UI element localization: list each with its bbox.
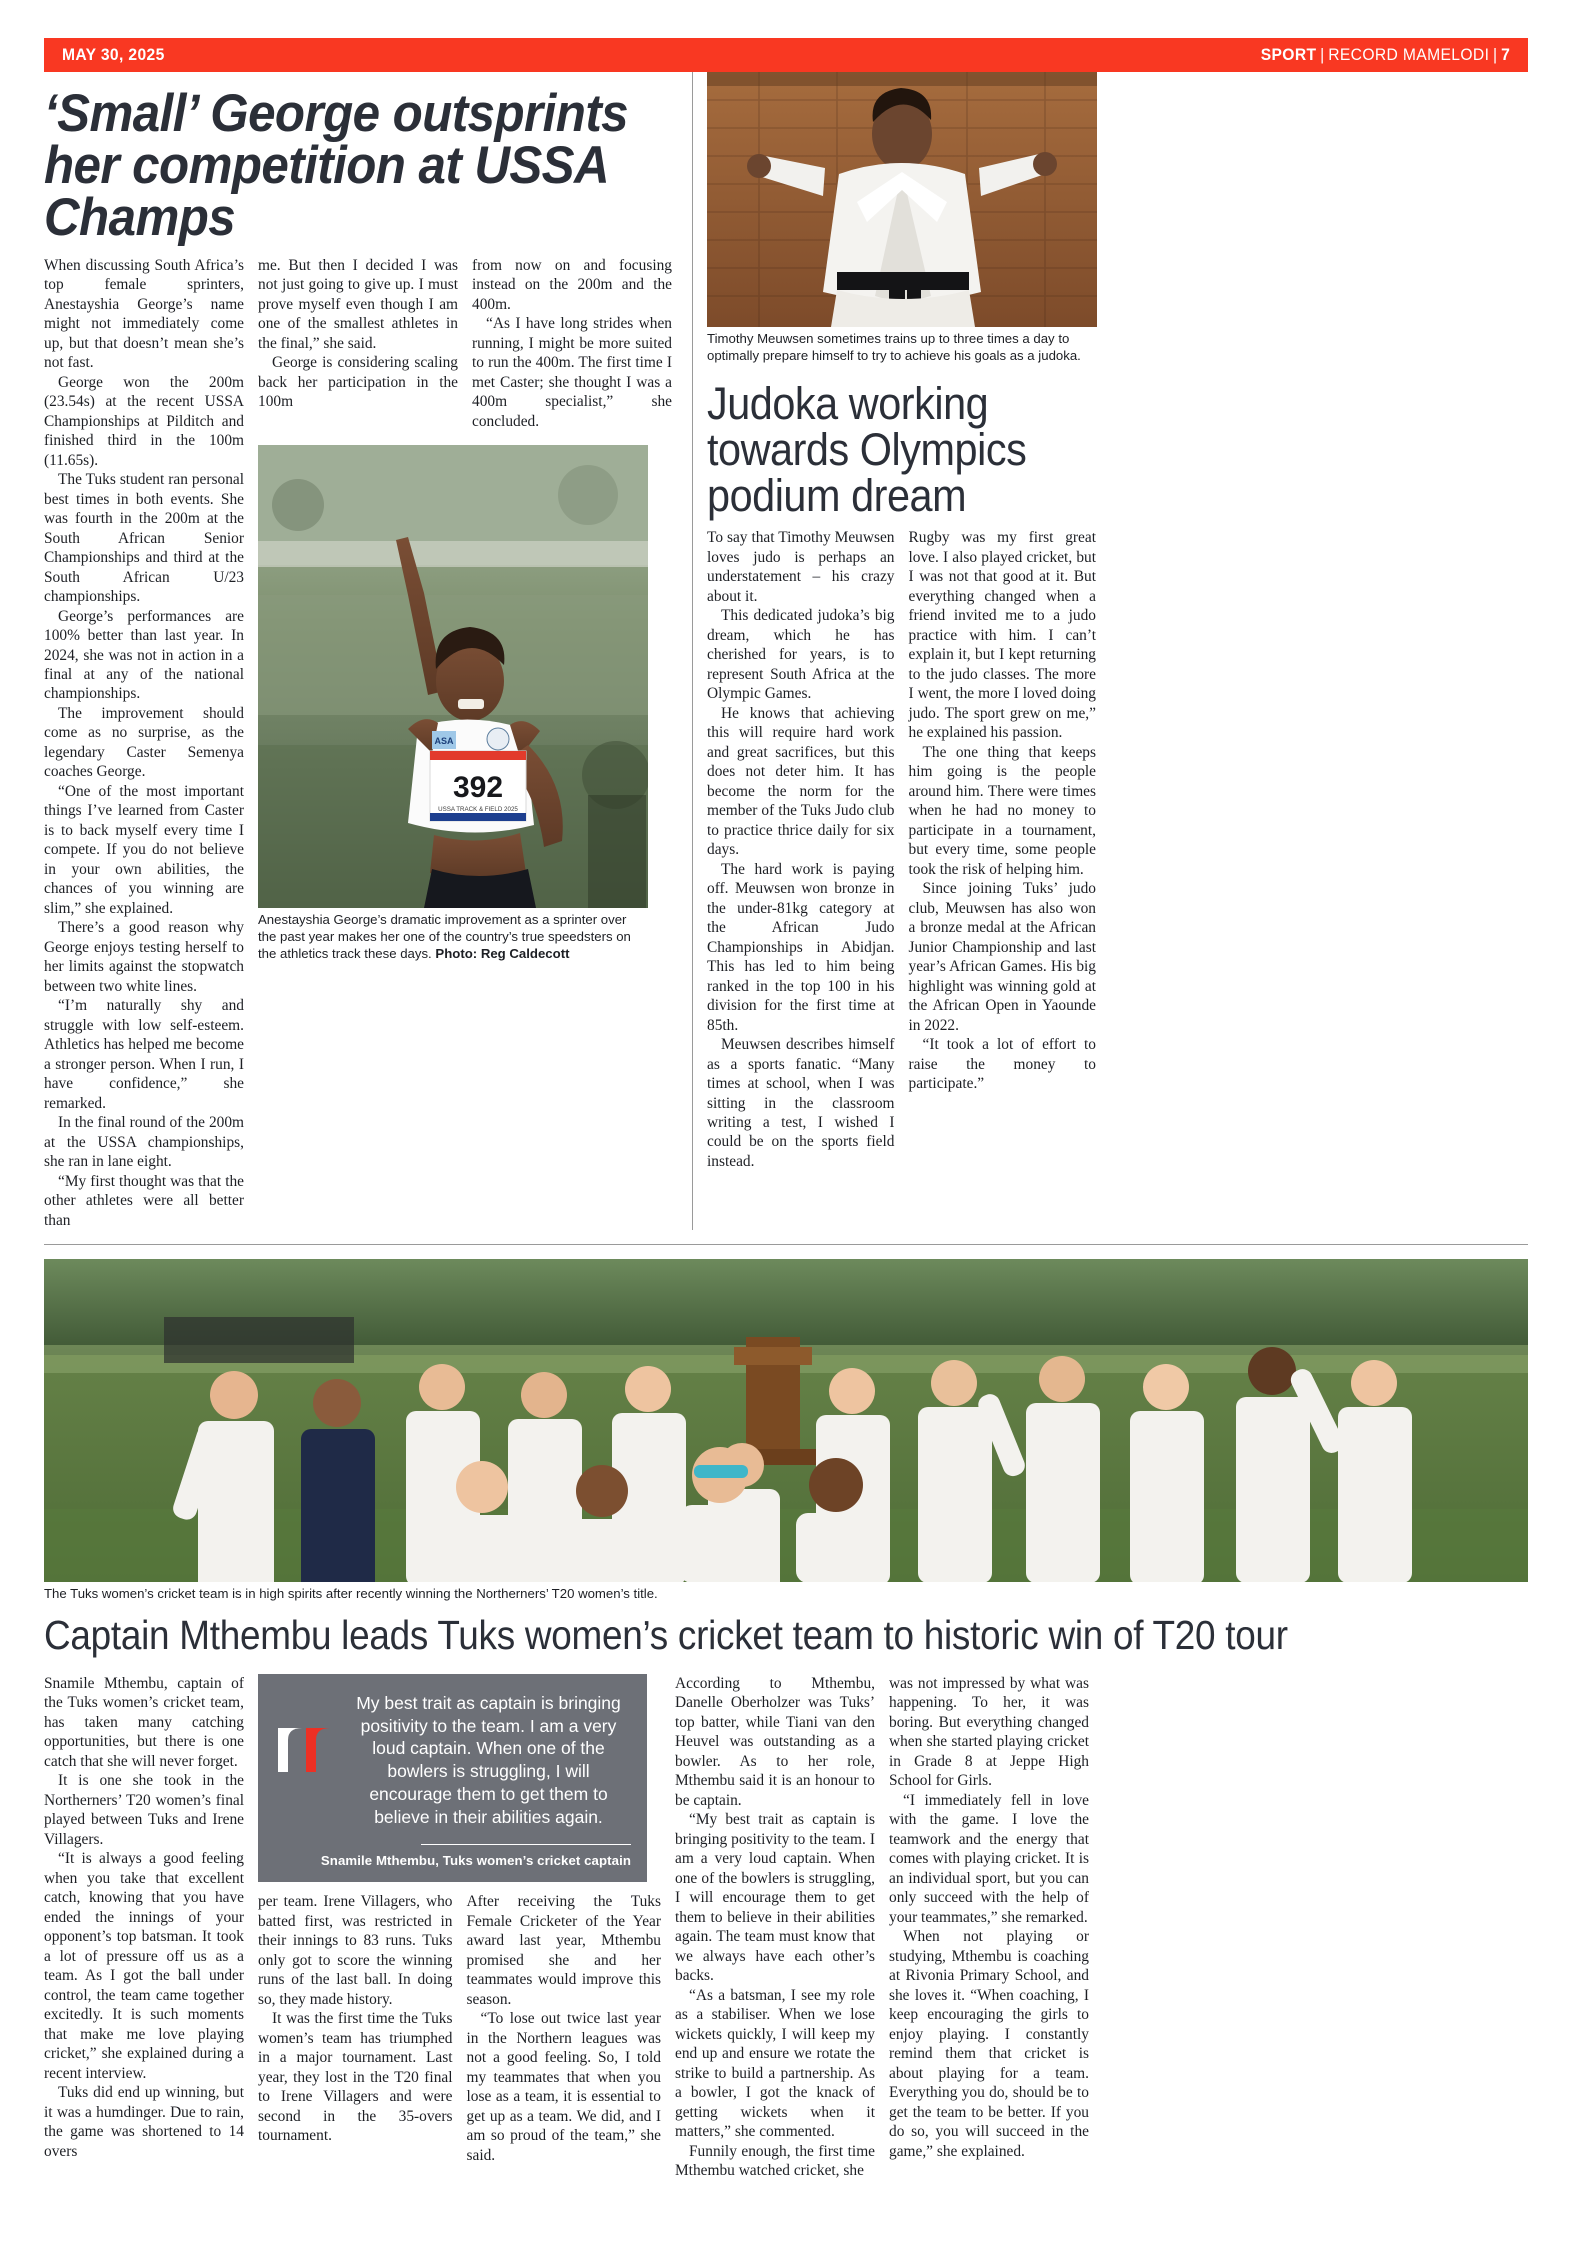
paragraph: “I’m naturally shy and struggle with low self-esteem. Athletics has helped me become a stronger person. When I run, I have confidence,” she remarked. [44,997,244,1112]
folio-separator-2: | [1492,45,1498,64]
sprinter-column-3 [472,256,672,431]
sprinter-column-1 [44,256,244,1230]
paragraph: When discussing South Africa’s top female sprinters, Anestayshia George’s name might not immediately come up, but that doesn’t mean she’s not fast. [44,256,244,372]
judo-columns [707,528,1096,1171]
publication-label: RECORD MAMELODI [1328,45,1490,64]
paragraph: There’s a good reason why George enjoys testing herself to her limits against the stopwatch between two white lines. [44,919,244,995]
svg-text:ASA: ASA [434,736,454,747]
article-cricket [44,1259,1528,2180]
paragraph: Meuwsen describes himself as a sports fanatic. “Many times at school, when I was sitting in the classroom writing a test, I wished I could be on the sports field instead. [707,1036,895,1170]
paragraph: To say that Timothy Meuwsen loves judo is perhaps an understatement – his crazy about it. [707,529,895,605]
cricket-columns [44,1674,1528,2181]
sprinter-photo [258,445,648,908]
paragraph: “As a batsman, I see my role as a stabiliser. When we lose wickets quickly, I will keep my end up and ensure we rotate the strike to build a partnership. As a bowler, I got the knack of getting wickets when it matters,” she commented. [675,1986,875,2141]
page-number: 7 [1500,45,1510,64]
paragraph: “As I have long strides when running, I might be more suited to run the 400m. The first time I met Caster; she thought I was a 400m specialist,” she concluded. [472,315,672,430]
cricket-column-2 [258,1892,453,2165]
article-sprinter [44,72,678,1230]
issue-date: MAY 30, 2025 [62,45,165,64]
sprinter-headline: ‘Small’ George outsprints her competition at USSA Champs [44,84,629,247]
paragraph: Snamile Mthembu, captain of the Tuks women’s cricket team, has taken many catching opportunities, but there is one catch that she will never forget. [44,1674,244,1770]
newspaper-page [0,38,1572,2262]
paragraph: It is one she took in the Northerners’ T20 women’s final played between Tuks and Irene Villagers. [44,1772,244,1848]
paragraph: He knows that achieving this will require hard work and great sacrifices, but this does not deter him. It has become the norm for the member of the Tuks Judo club to practice thrice daily for six days. [707,704,895,859]
paragraph: “I immediately fell in love with the game. I love the teamwork and the energy that comes with playing cricket. It is an individual sport, but you can only succeed with the help of your teammates,” she remarked. [889,1791,1089,1926]
section-folio [1261,45,1510,65]
pull-quote [258,1674,647,1883]
paragraph: The one thing that keeps him going is the people around him. There were times when he had no money to participate in a tournament, but every time, some people took the risk of helping him. [908,743,1096,878]
paragraph: The Tuks student ran personal best times in both events. She was fourth in the 200m at the South African Senior Championships and third at the South African U/23 championships. [44,471,244,606]
cricket-photo [44,1259,1528,1582]
judo-column-2 [909,528,1097,1171]
pull-quote-text: My best trait as captain is bringing positivity to the team. I am a very loud captain. When one of the bowlers is struggling, I will encourage them to get them to believe in their abilities again. [356,1692,621,1827]
paragraph: According to Mthembu, Danelle Oberholzer was Tuks’ top batter, while Tiani van den Heuvel was outstanding as a bowler. As to her role, Mthembu said it is an honour to be captain. [675,1674,875,1809]
paragraph: It was the first time the Tuks women’s team has triumphed in a major tournament. Last year, they lost in the T20 final to Irene Villagers and were second in the 35-overs tournament. [258,2010,453,2145]
paragraph: was not impressed by what was happening. To her, it was boring. But everything changed when she started playing cricket in Grade 8 at Jeppe High School for Girls. [889,1674,1089,1790]
paragraph: “One of the most important things I’ve learned from Caster is to back myself every time I compete. If you do not believe in your own abilities, the chances of you winning are slim,” she explained. [44,782,244,917]
cricket-column-4 [675,1674,875,2181]
paragraph: “It took a lot of effort to raise the money to participate.” [908,1036,1096,1093]
cricket-column-5 [889,1674,1089,2181]
paragraph: me. But then I decided I was not just going to give up. I must prove myself even though I am one of the smallest athletes in the final,” she said. [258,256,458,352]
caption-text: Anestayshia George’s dramatic improvement as a sprinter over the past year makes her one of the country’s true speedsters on the athletics track these days. [258,912,631,961]
paragraph: “My best trait as captain is bringing positivity to the team. I am a very loud captain. When one of the bowlers is struggling, I will encourage them to get them to believe in their abilities again. The team must know that we always have each other’s backs. [675,1811,875,1985]
cricket-column-3 [467,1892,662,2165]
cricket-photo-block [44,1259,1528,1603]
paragraph: Tuks did end up winning, but it was a humdinger. Due to rain, the game was shortened to 14 overs [44,2084,244,2160]
section-label: SPORT [1260,45,1317,64]
paragraph: per team. Irene Villagers, who batted first, was restricted in their innings to 83 runs. Tuks only got to score the winning runs of the last ball. In doing so, they made history. [258,1893,453,2008]
cricket-photo-caption: The Tuks women’s cricket team is in high spirits after recently winning the Northerners’ T20 women’s title. [44,1586,658,1602]
paragraph: “My first thought was that the other athletes were all better than [44,1172,244,1229]
paragraph: “It is always a good feeling when you take that excellent catch, knowing that you have ended the innings of your opponent’s top batsman. It took a lot of pressure off us as a team. As I got the ball under control, the team came together excitedly. It is such moments that make me love playing cricket,” she explained during a recent interview. [44,1850,244,2082]
paragraph: Funnily enough, the first time Mthembu watched cricket, she [675,2142,875,2180]
paragraph: After receiving the Tuks Female Cricketer of the Year award last year, Mthembu promised she and her teammates would improve this season. [466,1893,661,2008]
paragraph: from now on and focusing instead on the 200m and the 400m. [472,256,672,313]
paragraph: In the final round of the 200m at the USSA championships, she ran in lane eight. [44,1114,244,1171]
paragraph: George won the 200m (23.54s) at the recent USSA Championships at Pilditch and finished third in the 100m (11.65s). [44,373,244,469]
masthead-bar [44,38,1528,72]
judo-photo-block [707,72,1111,365]
pull-quote-attribution: Snamile Mthembu, Tuks women’s cricket captain [320,1853,631,1869]
paragraph: Rugby was my first great love. I also played cricket, but I was not that good at it. But everything changed when a friend invited me to a judo practice with him. I can’t explain it, but I kept returning to the judo classes. The more I went, the more I loved doing judo. The sport grew on me,” he explained his passion. [908,529,1096,742]
sprinter-photo-caption [258,908,648,963]
svg-text:USSA TRACK & FIELD 2025: USSA TRACK & FIELD 2025 [438,806,518,814]
cricket-column-1 [44,1674,244,2181]
paragraph: George’s performances are 100% better than last year. In 2024, she was not in action in a final at any of the national championships. [44,607,244,703]
section-divider-1 [44,1244,1528,1245]
top-section [44,72,1528,1230]
paragraph: This dedicated judoka’s big dream, which he has cherished for years, is to represent South Africa at the Olympic Games. [707,607,895,703]
cricket-headline: Captain Mthembu leads Tuks women’s cricket team to historic win of T20 tour [44,1611,1288,1658]
paragraph: The improvement should come as no surprise, as the legendary Caster Semenya coaches George. [44,704,244,781]
pull-quote-divider [421,1844,631,1845]
judo-photo [707,72,1097,327]
judo-photo-caption: Timothy Meuwsen sometimes trains up to three times a day to optimally prepare himself to try to achieve his goals as a judoka. [707,331,1081,363]
sprinter-columns [44,256,678,1230]
judo-column-1 [707,528,895,1171]
cricket-quote-stack [258,1674,661,2181]
paragraph: George is considering scaling back her participation in the 100m [258,354,458,411]
paragraph: The hard work is paying off. Meuwsen won bronze in the under-81kg category at the African Judo Championships in Abidjan. This has led to him being ranked in the top 100 in his division for the first time at 85th. [707,860,895,1034]
sprinter-right-stack [258,256,678,1230]
svg-text:392: 392 [452,771,504,805]
paragraph: When not playing or studying, Mthembu is coaching at Rivonia Primary School, and she loves it. “When coaching, I keep encouraging the girls to enjoy playing. I constantly remind them that cricket is about playing for a team. Everything you do, should be to get the team to be better. If you do so, you will succeed in the game,” she explained. [889,1928,1089,2160]
sprinter-column-2 [258,256,458,431]
paragraph: “To lose out twice last year in the Northern leagues was not a good feeling. So, I told my teammates that when you lose as a team, it is essential to get up as a team. We did, and I am so proud of the team,” she said. [466,2010,661,2164]
paragraph: Since joining Tuks’ judo club, Meuwsen has also won a bronze medal at the African Junior Championship and last year’s African Games. His big highlight was winning gold at the African Open in Yaounde in 2022. [908,880,1096,1034]
judo-headline: Judoka working towards Olympics podium dream [707,377,1027,521]
folio-separator-1: | [1319,45,1325,64]
quote-mark-icon [274,1692,336,1781]
article-judo [692,72,1096,1230]
photo-credit: Photo: Reg Caldecott [435,945,570,961]
sprinter-photo-block [258,445,648,963]
